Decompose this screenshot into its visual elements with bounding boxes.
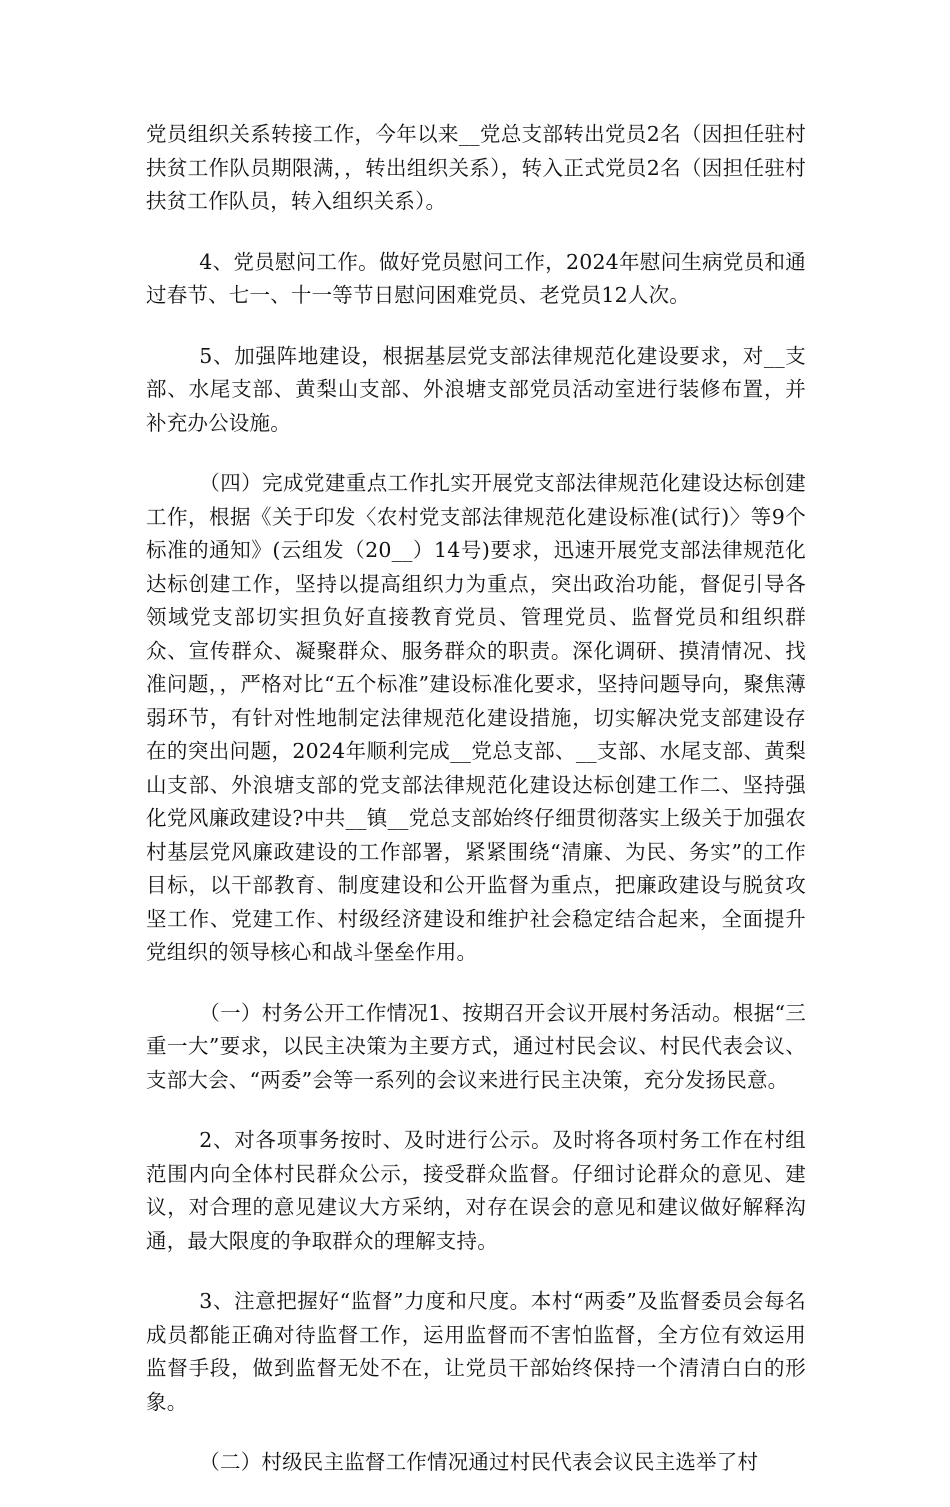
paragraph-position-building: 5、加强阵地建设，根据基层党支部法律规范化建设要求，对__支部、水尾支部、黄梨山支部、外浪塘支部党员活动室进行装修布置，并补充办公设施。 <box>146 343 806 435</box>
paragraph-party-transfer: 党员组织关系转接工作，今年以来__党总支部转出党员2名（因担任驻村扶贫工作队员期限满，，转出组织关系），转入正式党员2名（因担任驻村扶贫工作队员，转入组织关系）。 <box>146 122 806 213</box>
paragraph-public-notice: 2、对各项事务按时、及时进行公示。及时将各项村务工作在村组范围内向全体村民群众公示，接受群众监督。仔细讨论群众的意见、建议，对合理的意见建议大方采纳，对存在误会的意见和建议做好解释沟通，最大限度的争取群众的理解支持。 <box>146 1128 806 1253</box>
paragraph-member-visits: 4、党员慰问工作。做好党员慰问工作，2024年慰问生病党员和通过春节、七一、十一等节日慰问困难党员、老党员12人次。 <box>146 249 806 307</box>
document-body <box>146 118 806 1507</box>
paragraph-supervision: 3、注意把握好“监督”力度和尺度。本村“两委”及监督委员会每名成员都能正确对待监督工作，运用监督而不害怕监督，全方位有效运用监督手段，做到监督无处不在，让党员干部始终保持一个清清白白的形象。 <box>146 1289 806 1414</box>
paragraph-key-party-work: （四）完成党建重点工作扎实开展党支部法律规范化建设达标创建工作，根据《关于印发〈农村党支部法律规范化建设标准(试行)〉等9个标准的通知》(云组发（20__）14号)要求，迅速开展党支部法律规范化达标创建工作，坚持以提高组织力为重点，突出政治功能，督促引导各领域党支部切实担负好直接教育党员、管理党员、监督党员和组织群众、宣传群众、凝聚群众、服务群众的职责。深化调研、摸清情况、找准问题，，严格对比“五个标准”建设标准化要求，坚持问题导向，聚焦薄弱环节，有针对性地制定法律规范化建设措施，切实解决党支部建设存在的突出问题，2024年顺利完成__党总支部、__支部、水尾支部、黄梨山支部、外浪塘支部的党支部法律规范化建设达标创建工作二、坚持强化党风廉政建设?中共__镇__党总支部始终仔细贯彻落实上级关于加强农村基层党风廉政建设的工作部署，紧紧围绕“清廉、为民、务实”的工作目标，以干部教育、制度建设和公开监督为重点，把廉政建设与脱贫攻坚工作、党建工作、村级经济建设和维护社会稳定结合起来，全面提升党组织的领导核心和战斗堡垒作用。 <box>146 471 806 964</box>
paragraph-village-affairs: （一）村务公开工作情况1、按期召开会议开展村务活动。根据“三重一大”要求，以民主决策为主要方式，通过村民会议、村民代表会议、支部大会、“两委”会等一系列的会议来进行民主决策，充分发扬民意。 <box>146 1000 806 1092</box>
paragraph-democratic-supervision: （二）村级民主监督工作情况通过村民代表会议民主选举了村 <box>199 1450 759 1474</box>
